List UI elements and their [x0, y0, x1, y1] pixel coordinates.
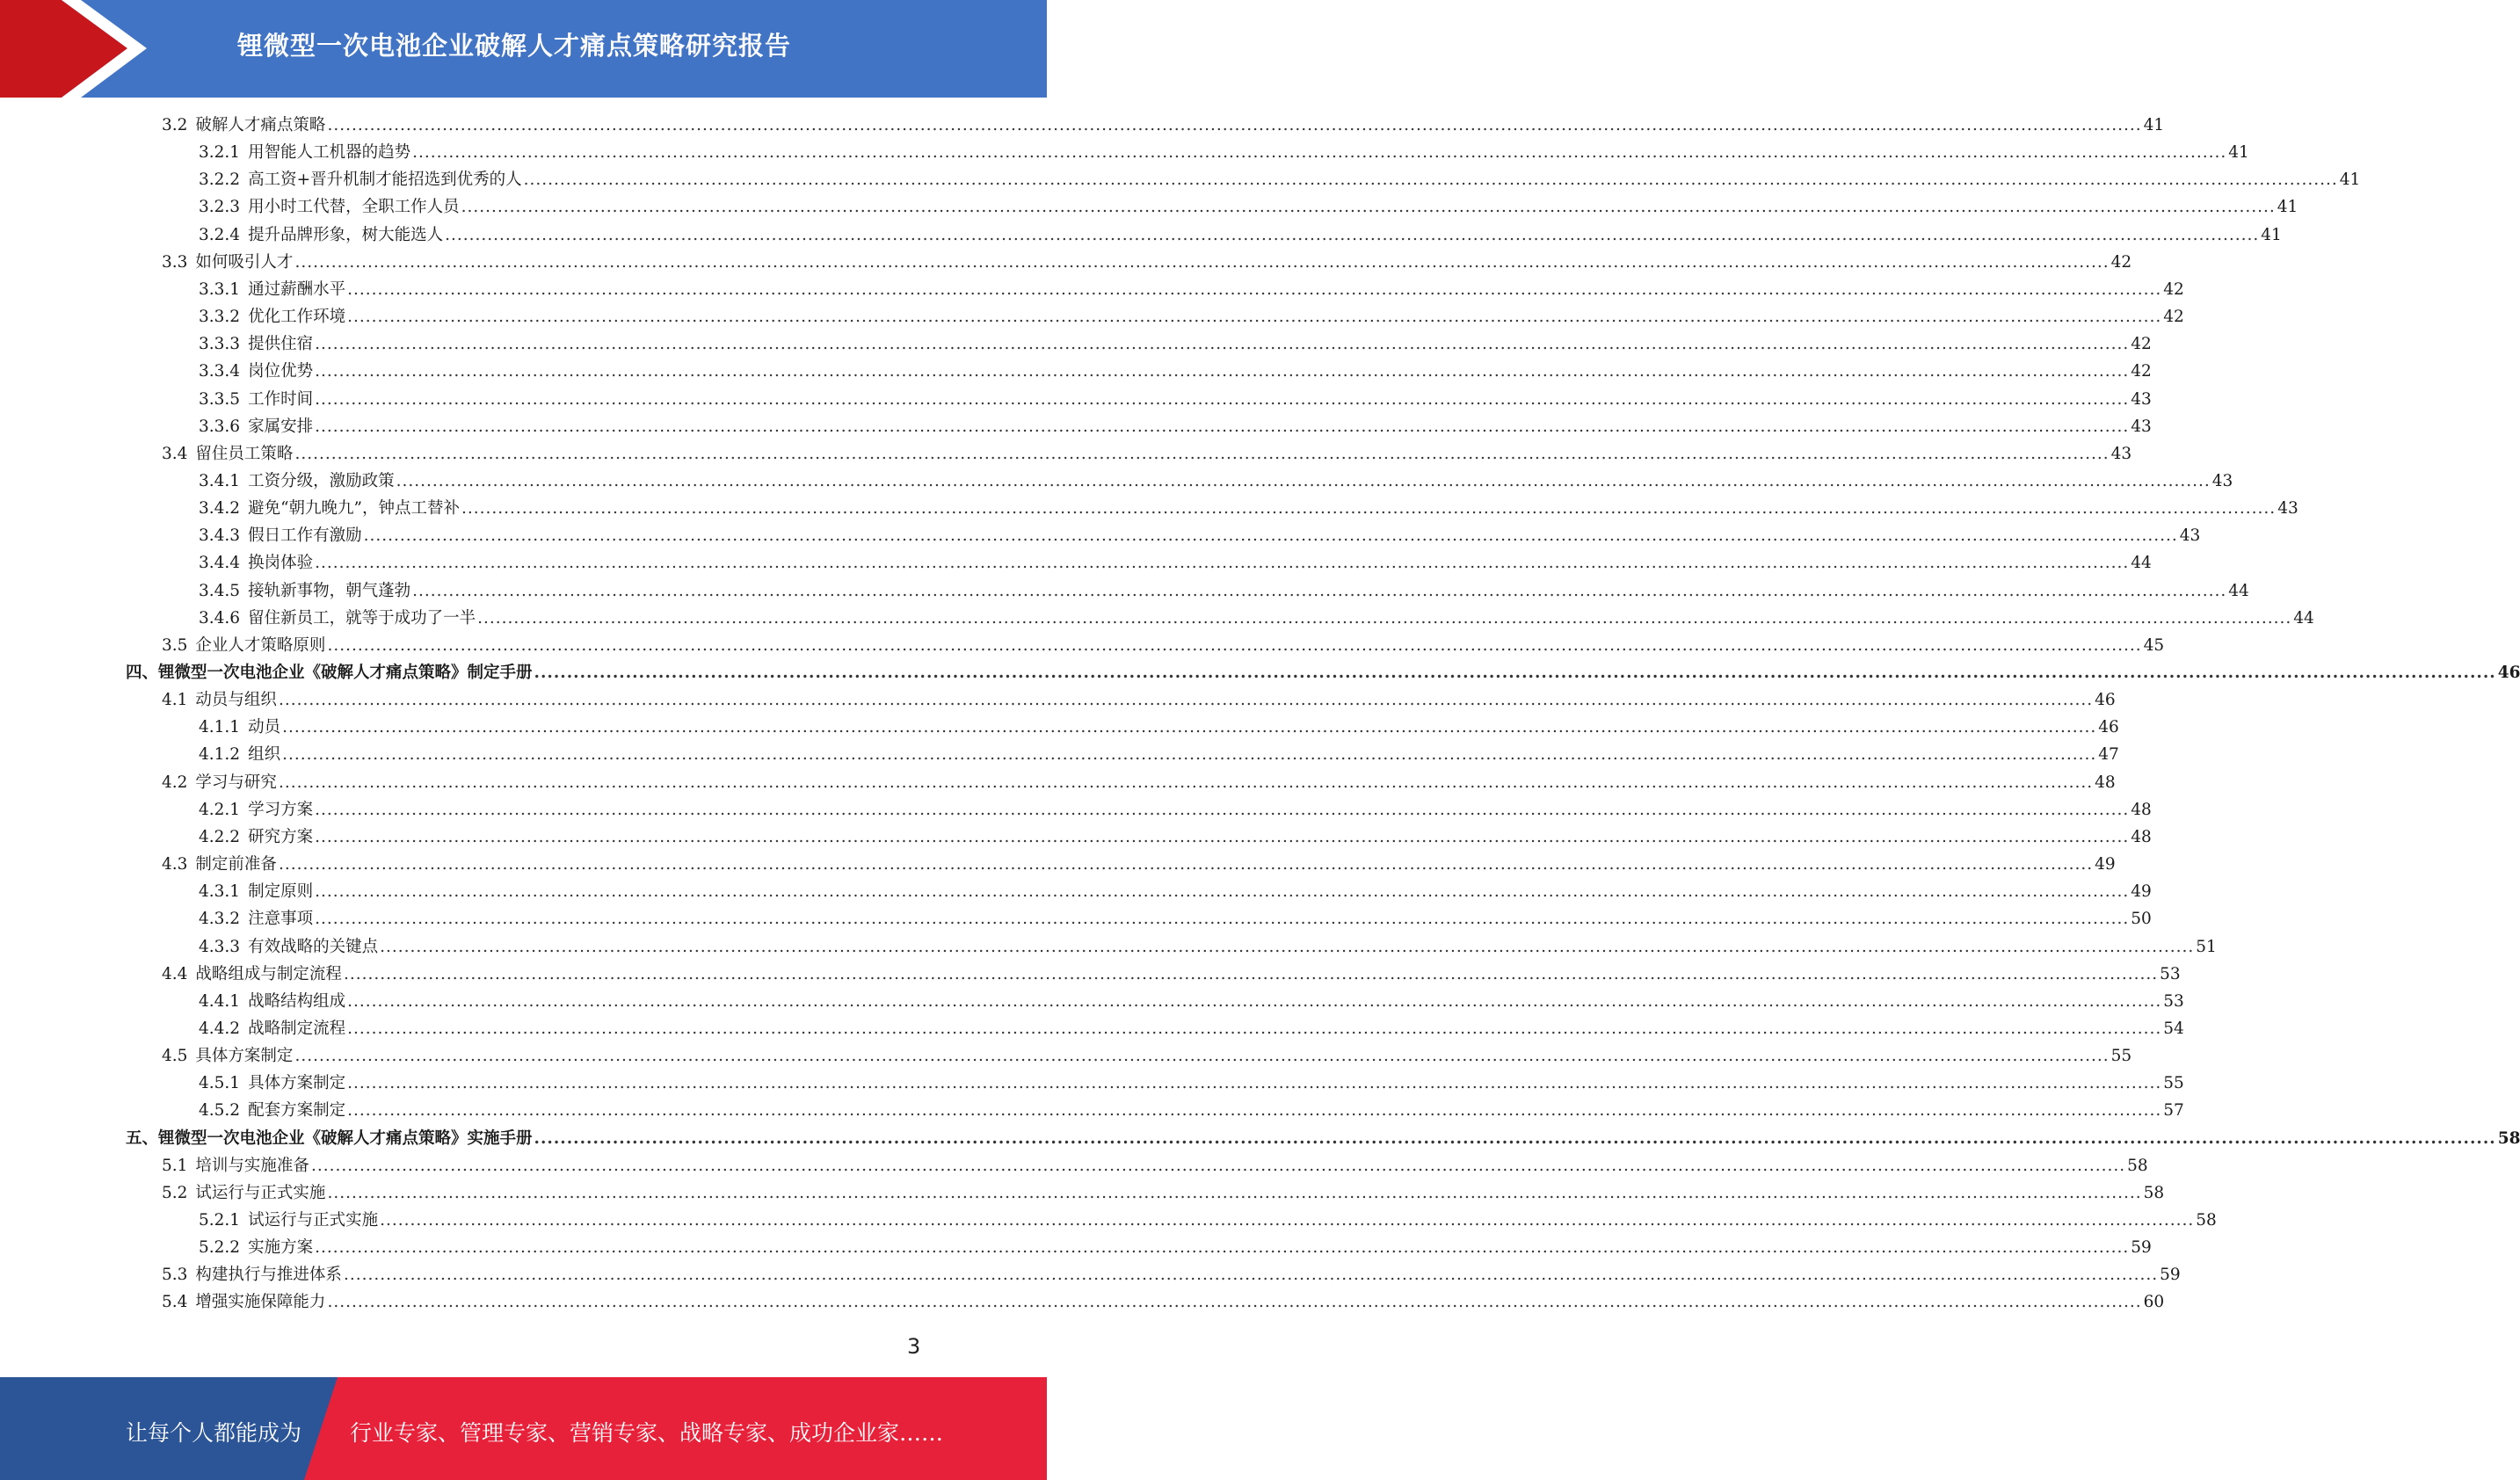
- toc-entry-title: 留住新员工，就等于成功了一半: [248, 608, 476, 628]
- toc-entry[interactable]: [199, 193, 2299, 221]
- toc-entry-title: 研究方案: [248, 827, 314, 846]
- toc-entry-page: 42: [2163, 308, 2184, 327]
- toc-entry-number: 5.4: [162, 1293, 188, 1312]
- toc-entry[interactable]: [199, 741, 2119, 768]
- toc-entry-page: 58: [2127, 1156, 2148, 1175]
- toc-entry[interactable]: [199, 358, 2152, 385]
- toc-entry-page: 49: [2095, 855, 2116, 874]
- toc-entry-number: 3.4.4: [199, 554, 241, 573]
- toc-entry[interactable]: [162, 249, 2132, 276]
- toc-entry-number: 3.3.4: [199, 362, 241, 381]
- toc-entry[interactable]: [162, 440, 2132, 468]
- toc-dot-leader: ............................................................................................................................................................................................................................................................................................................: [294, 444, 2110, 463]
- toc-entry-page: 53: [2163, 991, 2184, 1011]
- toc-entry-page: 41: [2228, 143, 2249, 163]
- toc-entry-number: 3.3.3: [199, 335, 241, 354]
- toc-dot-leader: ............................................................................................................................................................................................................................................................................................................: [294, 1047, 2110, 1066]
- toc-entry-title: 工作时间: [248, 389, 314, 409]
- toc-entry[interactable]: [199, 605, 2314, 632]
- toc-entry[interactable]: [199, 330, 2152, 358]
- toc-entry-number: 4.1.1: [199, 718, 241, 737]
- toc-entry[interactable]: [199, 1234, 2152, 1261]
- toc-entry-title: 制定原则: [248, 882, 314, 902]
- toc-entry-title: 岗位优势: [248, 362, 314, 381]
- toc-entry-title: 战略制定流程: [248, 1019, 346, 1038]
- toc-entry-title: 培训与实施准备: [195, 1156, 309, 1175]
- toc-dot-leader: ............................................................................................................................................................................................................................................................................................................: [278, 773, 2094, 792]
- toc-entry-page: 58: [2497, 1128, 2520, 1148]
- toc-dot-leader: ............................................................................................................................................................................................................................................................................................................: [315, 1238, 2130, 1258]
- toc-entry-title: 家属安排: [248, 417, 314, 436]
- toc-entry-number: 4.3: [162, 855, 188, 874]
- toc-entry-number: 3.4.3: [199, 526, 241, 546]
- toc-entry[interactable]: [126, 1125, 2520, 1152]
- toc-entry-number: 4.2: [162, 773, 188, 792]
- toc-entry-page: 45: [2143, 635, 2165, 655]
- toc-entry-number: 4.3.3: [199, 937, 241, 956]
- toc-dot-leader: ............................................................................................................................................................................................................................................................................................................: [347, 991, 2162, 1011]
- toc-entry-page: 42: [2163, 279, 2184, 299]
- toc-entry-title: 通过薪酬水平: [248, 279, 346, 299]
- toc-dot-leader: ............................................................................................................................................................................................................................................................................................................: [534, 664, 2496, 682]
- toc-entry[interactable]: [199, 988, 2184, 1015]
- toc-entry[interactable]: [199, 386, 2152, 413]
- page-header: [0, 0, 1047, 98]
- toc-dot-leader: ............................................................................................................................................................................................................................................................................................................: [412, 143, 2227, 163]
- toc-entry-number: 3.3: [162, 252, 188, 272]
- toc-dot-leader: ............................................................................................................................................................................................................................................................................................................: [315, 800, 2130, 819]
- toc-entry-page: 41: [2261, 225, 2282, 244]
- toc-entry[interactable]: [199, 1097, 2184, 1124]
- toc-entry[interactable]: [162, 1042, 2132, 1070]
- toc-entry[interactable]: [199, 221, 2282, 249]
- toc-dot-leader: ............................................................................................................................................................................................................................................................................................................: [278, 855, 2094, 874]
- toc-dot-leader: ............................................................................................................................................................................................................................................................................................................: [523, 170, 2338, 190]
- toc-entry-page: 42: [2110, 252, 2132, 272]
- toc-entry-number: 4.5: [162, 1047, 188, 1066]
- toc-dot-leader: ............................................................................................................................................................................................................................................................................................................: [347, 1101, 2162, 1121]
- toc-entry-page: 50: [2131, 910, 2152, 929]
- toc-dot-leader: ............................................................................................................................................................................................................................................................................................................: [534, 1128, 2496, 1148]
- toc-entry-page: 47: [2098, 745, 2119, 765]
- toc-dot-leader: ............................................................................................................................................................................................................................................................................................................: [343, 1266, 2159, 1285]
- toc-entry-number: 3.3.5: [199, 389, 241, 409]
- toc-entry-page: 49: [2131, 882, 2152, 902]
- toc-dot-leader: ............................................................................................................................................................................................................................................................................................................: [315, 882, 2130, 902]
- toc-dot-leader: ............................................................................................................................................................................................................................................................................................................: [315, 910, 2130, 929]
- toc-entry[interactable]: [199, 796, 2152, 823]
- toc-entry-number: 4.1: [162, 691, 188, 710]
- toc-entry-number: 4.5.2: [199, 1101, 241, 1121]
- toc-entry-number: 3.2.3: [199, 198, 241, 217]
- toc-entry[interactable]: [162, 1152, 2148, 1179]
- toc-entry-page: 44: [2293, 608, 2314, 628]
- toc-entry-title: 优化工作环境: [248, 308, 346, 327]
- toc-entry[interactable]: [199, 905, 2152, 932]
- toc-entry-page: 51: [2196, 937, 2217, 956]
- toc-entry-page: 55: [2163, 1074, 2184, 1093]
- toc-entry-page: 46: [2098, 718, 2119, 737]
- toc-entry[interactable]: [199, 714, 2119, 741]
- toc-entry-title: 用智能人工机器的趋势: [248, 143, 411, 163]
- toc-dot-leader: ............................................................................................................................................................................................................................................................................................................: [445, 225, 2260, 244]
- toc-dot-leader: ............................................................................................................................................................................................................................................................................................................: [327, 1293, 2142, 1312]
- toc-entry-title: 留住员工策略: [195, 444, 294, 463]
- toc-entry-number: 3.3.1: [199, 279, 241, 299]
- footer-slogan-left: 让每个人都能成为: [126, 1420, 302, 1446]
- toc-entry-title: 避免“朝九晚九”，钟点工替补: [248, 499, 460, 519]
- toc-entry-page: 42: [2131, 335, 2152, 354]
- toc-entry-title: 锂微型一次电池企业《破解人才痛点策略》制定手册: [158, 664, 533, 682]
- toc-entry-title: 增强实施保障能力: [195, 1293, 326, 1312]
- toc-entry-title: 工资分级，激励政策: [248, 471, 395, 490]
- toc-entry-title: 实施方案: [248, 1238, 314, 1258]
- toc-entry-title: 提升品牌形象，树大能选人: [248, 225, 444, 244]
- toc-entry-title: 战略组成与制定流程: [195, 964, 342, 983]
- toc-entry-page: 43: [2179, 526, 2201, 546]
- toc-entry-page: 59: [2160, 1266, 2181, 1285]
- toc-entry-number: 3.2.1: [199, 143, 241, 163]
- toc-entry-title: 有效战略的关键点: [248, 937, 379, 956]
- toc-dot-leader: ............................................................................................................................................................................................................................................................................................................: [347, 279, 2162, 299]
- toc-entry-page: 42: [2131, 362, 2152, 381]
- toc-entry-number: 3.2.2: [199, 170, 241, 190]
- toc-entry-page: 48: [2131, 827, 2152, 846]
- toc-dot-leader: ............................................................................................................................................................................................................................................................................................................: [327, 116, 2142, 134]
- toc-entry-title: 企业人才策略原则: [195, 635, 326, 655]
- toc-entry-title: 试运行与正式实施: [248, 1211, 379, 1230]
- toc-dot-leader: ............................................................................................................................................................................................................................................................................................................: [477, 608, 2292, 628]
- page-footer: [0, 1377, 1047, 1480]
- toc-dot-leader: ............................................................................................................................................................................................................................................................................................................: [347, 1074, 2162, 1093]
- toc-entry[interactable]: [199, 413, 2152, 440]
- toc-entry-number: 4.3.2: [199, 910, 241, 929]
- toc-entry[interactable]: [126, 659, 2520, 686]
- toc-entry-page: 43: [2211, 471, 2233, 490]
- toc-entry-number: 4.3.1: [199, 882, 241, 902]
- toc-entry[interactable]: [162, 769, 2116, 796]
- toc-entry-page: 46: [2095, 691, 2116, 710]
- toc-entry-page: 48: [2095, 773, 2116, 792]
- toc-entry-title: 动员与组织: [195, 691, 277, 710]
- toc-entry-number: 4.4.2: [199, 1019, 241, 1038]
- toc-entry[interactable]: [199, 495, 2299, 522]
- toc-dot-leader: ............................................................................................................................................................................................................................................................................................................: [315, 417, 2130, 436]
- toc-dot-leader: ............................................................................................................................................................................................................................................................................................................: [282, 718, 2097, 737]
- toc-entry-number: 4.5.1: [199, 1074, 241, 1093]
- toc-entry-number: 3.4.5: [199, 581, 241, 600]
- toc-entry[interactable]: [162, 1179, 2165, 1207]
- toc-entry[interactable]: [162, 686, 2116, 714]
- toc-entry-page: 55: [2110, 1047, 2132, 1066]
- toc-dot-leader: ............................................................................................................................................................................................................................................................................................................: [315, 827, 2130, 846]
- toc-entry-number: 4.4: [162, 964, 188, 983]
- toc-dot-leader: ............................................................................................................................................................................................................................................................................................................: [278, 691, 2094, 710]
- toc-entry-number: 5.3: [162, 1266, 188, 1285]
- toc-entry-number: 四、: [126, 664, 159, 682]
- toc-entry-title: 构建执行与推进体系: [195, 1266, 342, 1285]
- toc-entry-title: 学习方案: [248, 800, 314, 819]
- toc-entry[interactable]: [199, 1015, 2184, 1042]
- toc-entry[interactable]: [199, 166, 2361, 193]
- toc-entry-title: 组织: [248, 745, 281, 765]
- toc-dot-leader: ............................................................................................................................................................................................................................................................................................................: [363, 526, 2178, 546]
- toc-entry-number: 3.2.4: [199, 225, 241, 244]
- toc-entry-page: 54: [2163, 1019, 2184, 1038]
- toc-dot-leader: ............................................................................................................................................................................................................................................................................................................: [327, 635, 2142, 655]
- toc-entry[interactable]: [199, 933, 2217, 961]
- toc-entry[interactable]: [199, 549, 2152, 577]
- toc-dot-leader: ............................................................................................................................................................................................................................................................................................................: [315, 335, 2130, 354]
- toc-entry-title: 具体方案制定: [195, 1047, 294, 1066]
- toc-entry[interactable]: [199, 823, 2152, 851]
- toc-entry-page: 48: [2131, 800, 2152, 819]
- toc-entry-page: 41: [2339, 170, 2361, 190]
- toc-entry-number: 3.4.6: [199, 608, 241, 628]
- toc-entry-page: 41: [2277, 198, 2299, 217]
- toc-entry-number: 5.2.2: [199, 1238, 241, 1258]
- toc-entry-title: 换岗体验: [248, 554, 314, 573]
- toc-entry-number: 5.2.1: [199, 1211, 241, 1230]
- toc-entry-number: 3.3.2: [199, 308, 241, 327]
- toc-entry[interactable]: [199, 139, 2249, 166]
- toc-entry-title: 用小时工代替，全职工作人员: [248, 198, 460, 217]
- toc-entry-title: 制定前准备: [195, 855, 277, 874]
- toc-dot-leader: ............................................................................................................................................................................................................................................................................................................: [315, 554, 2130, 573]
- toc-dot-leader: ............................................................................................................................................................................................................................................................................................................: [315, 389, 2130, 409]
- toc-entry-title: 试运行与正式实施: [195, 1183, 326, 1202]
- toc-entry-page: 60: [2143, 1293, 2165, 1312]
- toc-dot-leader: ............................................................................................................................................................................................................................................................................................................: [294, 252, 2110, 272]
- toc-entry-page: 59: [2131, 1238, 2152, 1258]
- toc-entry-title: 学习与研究: [195, 773, 277, 792]
- toc-entry-title: 提供住宿: [248, 335, 314, 354]
- toc-entry-number: 3.3.6: [199, 417, 241, 436]
- toc-entry-page: 53: [2160, 964, 2181, 983]
- toc-entry-number: 3.2: [162, 116, 188, 134]
- toc-entry[interactable]: [162, 1288, 2165, 1316]
- toc-entry-title: 动员: [248, 718, 281, 737]
- toc-entry[interactable]: [199, 878, 2152, 905]
- toc-entry-title: 锂微型一次电池企业《破解人才痛点策略》实施手册: [158, 1128, 533, 1148]
- toc-dot-leader: ............................................................................................................................................................................................................................................................................................................: [347, 308, 2162, 327]
- toc-entry-page: 58: [2196, 1211, 2217, 1230]
- toc-entry-title: 配套方案制定: [248, 1101, 346, 1121]
- toc-entry-page: 58: [2143, 1183, 2165, 1202]
- toc-entry[interactable]: [199, 1207, 2217, 1234]
- toc-entry-title: 如何吸引人才: [195, 252, 294, 272]
- toc-entry-title: 假日工作有激励: [248, 526, 362, 546]
- toc-dot-leader: ............................................................................................................................................................................................................................................................................................................: [315, 362, 2130, 381]
- page-number: 3: [907, 1334, 921, 1359]
- toc-dot-leader: ............................................................................................................................................................................................................................................................................................................: [343, 964, 2159, 983]
- toc-entry[interactable]: [199, 276, 2184, 303]
- toc-entry-page: 43: [2277, 499, 2299, 519]
- toc-entry-number: 五、: [126, 1128, 159, 1148]
- toc-dot-leader: ............................................................................................................................................................................................................................................................................................................: [396, 471, 2211, 490]
- report-title: 锂微型一次电池企业破解人才痛点策略研究报告: [237, 31, 792, 61]
- footer-slogan-right: 行业专家、管理专家、营销专家、战略专家、成功企业家……: [350, 1420, 944, 1446]
- toc-dot-leader: ............................................................................................................................................................................................................................................................................................................: [282, 745, 2097, 765]
- toc-entry-number: 3.4.2: [199, 499, 241, 519]
- toc-entry[interactable]: [199, 522, 2201, 549]
- toc-entry[interactable]: [162, 632, 2165, 659]
- toc-entry[interactable]: [199, 1070, 2184, 1097]
- toc-dot-leader: ............................................................................................................................................................................................................................................................................................................: [380, 1211, 2195, 1230]
- toc-entry-number: 4.2.1: [199, 800, 241, 819]
- toc-entry-page: 43: [2110, 444, 2132, 463]
- toc-entry-page: 57: [2163, 1101, 2184, 1121]
- toc-dot-leader: ............................................................................................................................................................................................................................................................................................................: [461, 198, 2276, 217]
- toc-dot-leader: ............................................................................................................................................................................................................................................................................................................: [327, 1183, 2142, 1202]
- toc-entry[interactable]: [199, 577, 2249, 605]
- toc-entry[interactable]: [162, 851, 2116, 878]
- toc-entry-number: 5.2: [162, 1183, 188, 1202]
- toc-entry-number: 3.4: [162, 444, 188, 463]
- toc-entry-number: 3.4.1: [199, 471, 241, 490]
- toc-entry-number: 5.1: [162, 1156, 188, 1175]
- toc-entry-title: 接轨新事物，朝气蓬勃: [248, 581, 411, 600]
- toc-entry[interactable]: [199, 468, 2233, 495]
- toc-entry-number: 4.1.2: [199, 745, 241, 765]
- toc-entry-title: 战略结构组成: [248, 991, 346, 1011]
- toc-entry-page: 46: [2497, 664, 2520, 682]
- toc-entry-page: 44: [2131, 554, 2152, 573]
- toc-entry-number: 4.2.2: [199, 827, 241, 846]
- toc-entry[interactable]: [162, 1261, 2181, 1288]
- toc-entry-page: 43: [2131, 389, 2152, 409]
- toc-entry[interactable]: [162, 112, 2165, 139]
- toc-entry[interactable]: [199, 303, 2184, 330]
- toc-entry-number: 3.5: [162, 635, 188, 655]
- toc-entry-page: 43: [2131, 417, 2152, 436]
- toc-dot-leader: ............................................................................................................................................................................................................................................................................................................: [347, 1019, 2162, 1038]
- toc-entry-title: 高工资+晋升机制才能招选到优秀的人: [248, 170, 522, 190]
- toc-entry-number: 4.4.1: [199, 991, 241, 1011]
- toc-dot-leader: ............................................................................................................................................................................................................................................................................................................: [380, 937, 2195, 956]
- toc-entry-title: 破解人才痛点策略: [195, 116, 326, 134]
- toc-dot-leader: ............................................................................................................................................................................................................................................................................................................: [412, 581, 2227, 600]
- toc-dot-leader: ............................................................................................................................................................................................................................................................................................................: [310, 1156, 2126, 1175]
- toc-entry-page: 44: [2228, 581, 2249, 600]
- toc-dot-leader: ............................................................................................................................................................................................................................................................................................................: [461, 499, 2277, 519]
- toc-entry-title: 具体方案制定: [248, 1074, 346, 1093]
- toc-entry[interactable]: [162, 961, 2181, 988]
- toc-entry-title: 注意事项: [248, 910, 314, 929]
- toc-entry-page: 41: [2143, 116, 2165, 134]
